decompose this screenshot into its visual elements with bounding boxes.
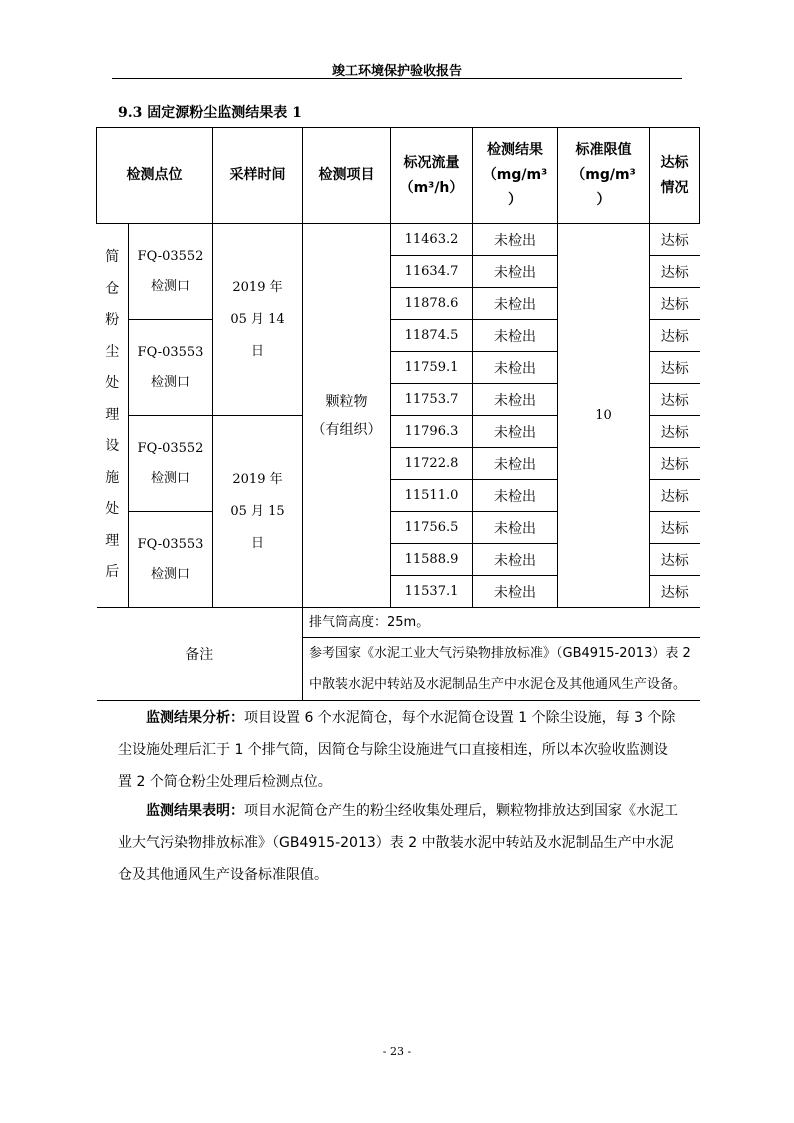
point-label: 检测口 [150,374,190,390]
header-result-l1: 检测结果 [487,142,543,158]
header-flow [391,128,473,224]
flow-cell: 11878.6 [391,288,473,320]
point-label: 检测口 [150,470,190,486]
group-label [97,224,129,608]
header-flow-l1: 标况流量 [403,154,460,171]
result-cell: 未检出 [473,224,558,256]
result-cell: 未检出 [473,576,558,608]
group-label-char: 后 [105,564,120,581]
note-label: 备注 [97,608,303,701]
result-cell: 未检出 [473,352,558,384]
header-limit-l1: 标准限值 [575,142,632,158]
point-id: FQ-03553 [137,344,204,360]
pass-cell: 达标 [650,512,700,544]
point-cell [129,224,213,320]
flow-cell: 11796.3 [391,416,473,448]
point-label: 检测口 [150,278,190,294]
result-cell: 未检出 [473,256,558,288]
flow-cell: 11588.9 [391,544,473,576]
result-cell: 未检出 [473,480,558,512]
analysis-label: 监测结果分析： [146,710,244,726]
date-line: 05 月 14 [230,311,285,327]
result-cell: 未检出 [473,512,558,544]
header-pass-l2: 情况 [660,179,689,196]
item-name: 颗粒物 [325,393,368,410]
flow-cell: 11756.5 [391,512,473,544]
header-result [473,128,558,224]
pass-cell: 达标 [650,416,700,448]
result-cell: 未检出 [473,320,558,352]
header-item: 检测项目 [303,128,391,224]
header-pass [650,128,700,224]
point-cell [129,416,213,512]
results-table [96,127,700,701]
point-cell [129,320,213,416]
result-cell: 未检出 [473,544,558,576]
page-number: - 23 - [382,1045,412,1058]
header-point: 检测点位 [97,128,213,224]
group-label-char: 理 [105,406,120,423]
header-time: 采样时间 [213,128,303,224]
flow-cell: 11753.7 [391,384,473,416]
date-line: 05 月 15 [230,503,285,519]
date-line: 2019 年 [232,279,283,295]
section-title: 9.3 固定源粉尘监测结果表 1 [118,105,302,121]
flow-cell: 11759.1 [391,352,473,384]
analysis-paragraph [118,702,678,798]
flow-cell: 11511.0 [391,480,473,512]
point-id: FQ-03552 [137,440,204,456]
pass-cell: 达标 [650,544,700,576]
flow-cell: 11874.5 [391,320,473,352]
header-divider [112,78,682,79]
flow-cell: 11463.2 [391,224,473,256]
point-cell [129,512,213,608]
analysis-text: 项目设置 6 个水泥简仓，每个水泥简仓设置 1 个除尘设施，每 3 个除尘设施处理后汇于 1 个排气筒，因简仓与除尘设施进气口直接相连，所以本次验收监测设置 2 个简仓粉尘处理后检测点位。 [118,710,676,790]
header-pass-l1: 达标 [660,154,689,171]
note-stack-height: 排气筒高度：25m。 [303,608,700,638]
group-label-char: 设 [105,438,120,455]
result-cell: 未检出 [473,416,558,448]
pass-cell: 达标 [650,320,700,352]
group-label-char: 尘 [105,343,120,360]
conclusion-paragraph [118,795,678,891]
header-limit [558,128,650,224]
result-cell: 未检出 [473,448,558,480]
group-label-char: 处 [105,501,120,518]
date-line: 日 [250,343,264,359]
header-result-l3: ） [508,192,522,208]
limit-cell: 10 [558,224,650,608]
pass-cell: 达标 [650,256,700,288]
date-line: 日 [250,535,264,551]
note-row [97,608,700,638]
point-id: FQ-03553 [137,536,204,552]
page-header: 竣工环境保护验收报告 [331,64,462,79]
conclusion-text: 项目水泥简仓产生的粉尘经收集处理后，颗粒物排放达到国家《水泥工业大气污染物排放标准》（GB4915-2013）表 2 中散装水泥中转站及水泥制品生产中水泥仓及其他通风生产设备标准限值。 [118,803,678,883]
group-label-char: 简 [105,249,120,266]
result-cell: 未检出 [473,288,558,320]
group-label-char: 理 [105,532,120,549]
pass-cell: 达标 [650,480,700,512]
header-result-l2: （mg/m³ [482,167,548,183]
flow-cell: 11537.1 [391,576,473,608]
flow-cell: 11634.7 [391,256,473,288]
group-label-char: 处 [105,375,120,392]
date-cell [213,416,303,608]
note-standard: 参考国家《水泥工业大气污染物排放标准》（GB4915-2013）表 2 中散装水泥中转站及水泥制品生产中水泥仓及其他通风生产设备。 [303,638,700,701]
conclusion-label: 监测结果表明： [146,803,244,819]
date-cell [213,224,303,416]
item-qualifier: （有组织） [311,421,382,438]
pass-cell: 达标 [650,448,700,480]
point-id: FQ-03552 [137,248,204,264]
group-label-char: 仓 [105,280,120,297]
pass-cell: 达标 [650,288,700,320]
pass-cell: 达标 [650,576,700,608]
pass-cell: 达标 [650,224,700,256]
header-limit-l2: （mg/m³ [571,167,636,183]
group-label-char: 施 [105,469,120,486]
result-cell: 未检出 [473,384,558,416]
header-limit-l3: ） [596,192,611,208]
pass-cell: 达标 [650,352,700,384]
point-label: 检测口 [150,566,190,582]
header-flow-l2: （m³/h） [399,179,464,196]
group-label-char: 粉 [105,312,120,329]
item-cell [303,224,391,608]
table-row [97,224,700,256]
pass-cell: 达标 [650,384,700,416]
table-header-row [97,128,700,224]
flow-cell: 11722.8 [391,448,473,480]
date-line: 2019 年 [232,471,283,487]
